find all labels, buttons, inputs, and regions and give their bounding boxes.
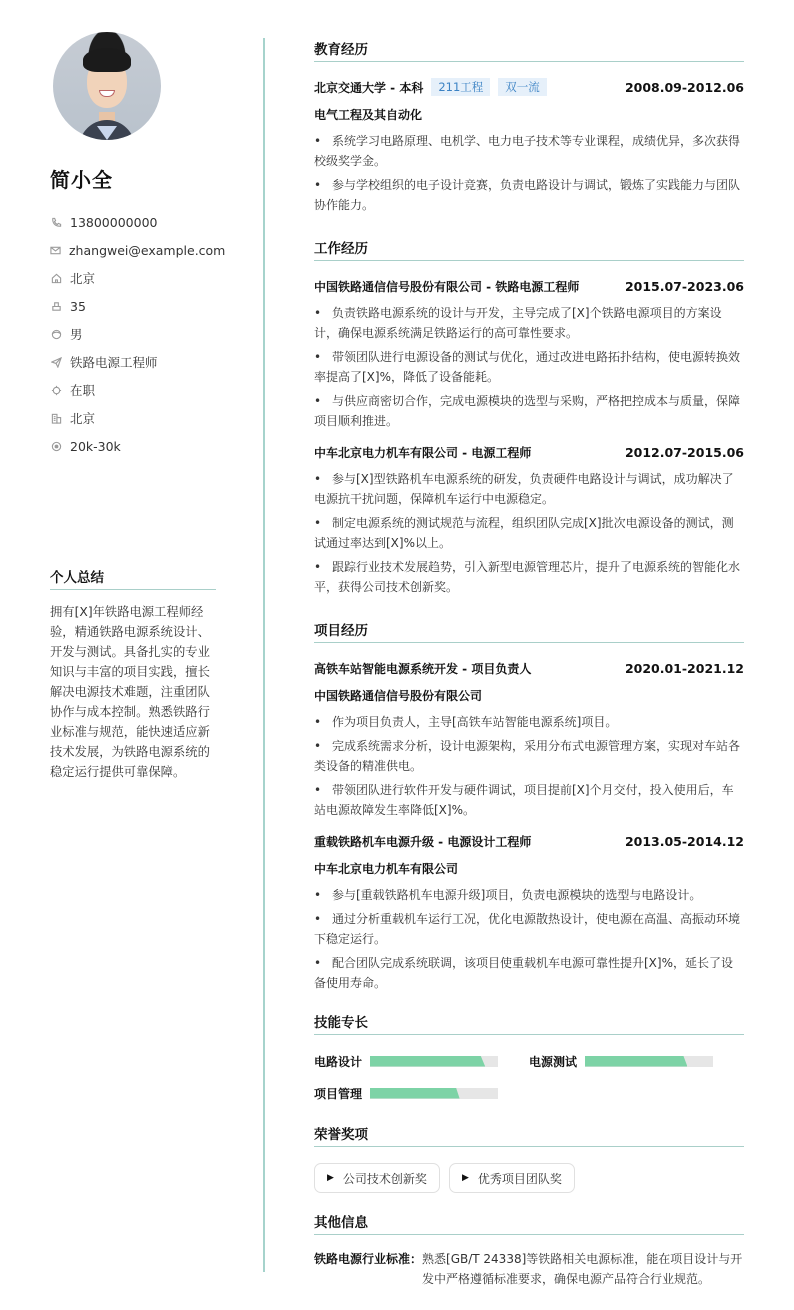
project-company: 中车北京电力机车有限公司	[314, 862, 459, 876]
education-section	[314, 38, 744, 215]
project-date: 2013.05-2014.12	[624, 833, 744, 849]
skills-title: 技能专长	[314, 1011, 744, 1035]
job-title: 中国铁路通信信号股份有限公司 - 铁路电源工程师	[314, 279, 580, 294]
contact-info-list	[50, 208, 226, 460]
building-icon	[50, 412, 62, 424]
salary-icon	[50, 440, 62, 452]
job-date: 2012.07-2015.06	[624, 444, 744, 460]
summary-section	[50, 566, 216, 782]
column-divider	[263, 38, 265, 1272]
info-job-title: 铁路电源工程师	[50, 348, 216, 376]
gender-icon	[50, 328, 62, 340]
skills-section	[314, 1011, 744, 1109]
list-item: • 作为项目负责人，主导[高铁车站智能电源系统]项目。	[314, 715, 618, 729]
list-item: • 通过分析重载机车运行工况，优化电源散热设计，使电源在高温、高振动环境下稳定运行。	[314, 912, 741, 946]
work-title: 工作经历	[314, 237, 744, 261]
project-title: 重载铁路机车电源升级 - 电源设计工程师	[314, 834, 532, 849]
info-age: 35	[50, 292, 216, 320]
profile-sidebar	[50, 32, 226, 460]
list-item: • 与供应商密切合作，完成电源模块的选型与采购，严格把控成本与质量，保障项目顺利推进。	[314, 394, 741, 428]
tag-211: 211工程	[431, 78, 490, 96]
triangle-icon: ▶	[461, 1173, 469, 1183]
education-title: 教育经历	[314, 38, 744, 62]
other-item: 铁路电源行业标准： 熟悉[GB/T 24338]等铁路相关电源标准，能在项目设计与开发中严格遵循标准要求，确保电源产品符合行业规范。	[314, 1252, 743, 1286]
triangle-icon: ▶	[327, 1173, 334, 1183]
status-icon	[50, 384, 62, 396]
list-item: • 完成系统需求分析，设计电源架构，采用分布式电源管理方案，实现对车站各类设备的精准供电。	[314, 739, 741, 773]
list-item: • 制定电源系统的测试规范与流程，组织团队完成[X]批次电源设备的测试，测试通过率达到[X]%以上。	[314, 516, 734, 550]
skill-bar	[370, 1088, 498, 1099]
skill-circuit-design: 电路设计	[314, 1053, 529, 1070]
other-section	[314, 1211, 744, 1289]
age-icon	[50, 300, 62, 312]
info-gender: 男	[50, 320, 216, 348]
skill-project-management: 项目管理	[314, 1085, 535, 1102]
project-date: 2020.01-2021.12	[624, 660, 744, 676]
school-name: 北京交通大学 - 本科	[314, 80, 424, 95]
other-title: 其他信息	[314, 1211, 744, 1235]
awards-title: 荣誉奖项	[314, 1123, 744, 1147]
info-location: 北京	[50, 264, 216, 292]
awards-section	[314, 1123, 744, 1193]
project-company: 中国铁路通信信号股份有限公司	[314, 689, 483, 703]
candidate-name: 简小全	[50, 168, 113, 192]
projects-section	[314, 619, 744, 993]
summary-title: 个人总结	[50, 566, 216, 590]
list-item: • 带领团队进行软件开发与硬件调试，项目提前[X]个月交付，投入使用后，车站电源故障发生率降低[X]%。	[314, 783, 734, 817]
list-item: • 负责铁路电源系统的设计与开发，主导完成了[X]个铁路电源项目的方案设计，确保电源系统满足铁路运行的高可靠性要求。	[314, 306, 722, 340]
job-date: 2015.07-2023.06	[624, 278, 744, 294]
list-item: • 跟踪行业技术发展趋势，引入新型电源管理芯片，提升了电源系统的智能化水平，获得公司技术创新奖。	[314, 560, 741, 594]
home-icon	[50, 272, 62, 284]
work-section	[314, 237, 744, 597]
list-item: • 参与[重载铁路机车电源升级]项目，负责电源模块的选型与电路设计。	[314, 888, 702, 902]
mail-icon	[50, 244, 61, 256]
major: 电气工程及其自动化	[314, 108, 423, 122]
info-salary: 20k-30k	[50, 432, 216, 460]
projects-title: 项目经历	[314, 619, 744, 643]
avatar	[53, 32, 161, 140]
info-phone: 13800000000	[50, 208, 216, 236]
job-title: 中车北京电力机车有限公司 - 电源工程师	[314, 445, 532, 460]
send-icon	[50, 356, 62, 368]
phone-icon	[50, 216, 62, 228]
tag-double-first-class: 双一流	[498, 78, 547, 96]
main-content	[314, 38, 744, 1289]
award-item: ▶ 优秀项目团队奖	[449, 1163, 575, 1193]
skill-bar	[370, 1056, 498, 1067]
info-email: zhangwei@example.com	[50, 236, 216, 264]
info-status: 在职	[50, 376, 216, 404]
summary-text: 拥有[X]年铁路电源工程师经验，精通铁路电源系统设计、开发与测试。具备扎实的专业知识与丰富的项目实践，擅长解决电源技术难题，注重团队协作与成本控制。熟悉铁路行业标准与规范，能快速适应新技术发展，为铁路电源系统的稳定运行提供可靠保障。	[50, 605, 210, 779]
education-date: 2008.09-2012.06	[624, 79, 744, 95]
list-item: • 参与[X]型铁路机车电源系统的研发，负责硬件电路设计与调试，成功解决了电源抗干扰问题，保障机车运行中电源稳定。	[314, 472, 734, 506]
project-title: 高铁车站智能电源系统开发 - 项目负责人	[314, 661, 532, 676]
list-item: • 系统学习电路原理、电机学、电力电子技术等专业课程，成绩优异，多次获得校级奖学金。	[314, 134, 741, 168]
info-city: 北京	[50, 404, 216, 432]
skill-bar	[585, 1056, 713, 1067]
award-item: ▶ 公司技术创新奖	[314, 1163, 440, 1193]
list-item: • 配合团队完成系统联调，该项目使重载机车电源可靠性提升[X]%，延长了设备使用寿命。	[314, 956, 733, 990]
list-item: • 参与学校组织的电子设计竞赛，负责电路设计与调试，锻炼了实践能力与团队协作能力。	[314, 178, 741, 212]
list-item: • 带领团队进行电源设备的测试与优化，通过改进电路拓扑结构，使电源转换效率提高了[X]%，降低了设备能耗。	[314, 350, 741, 384]
skill-power-testing: 电源测试	[529, 1053, 744, 1070]
